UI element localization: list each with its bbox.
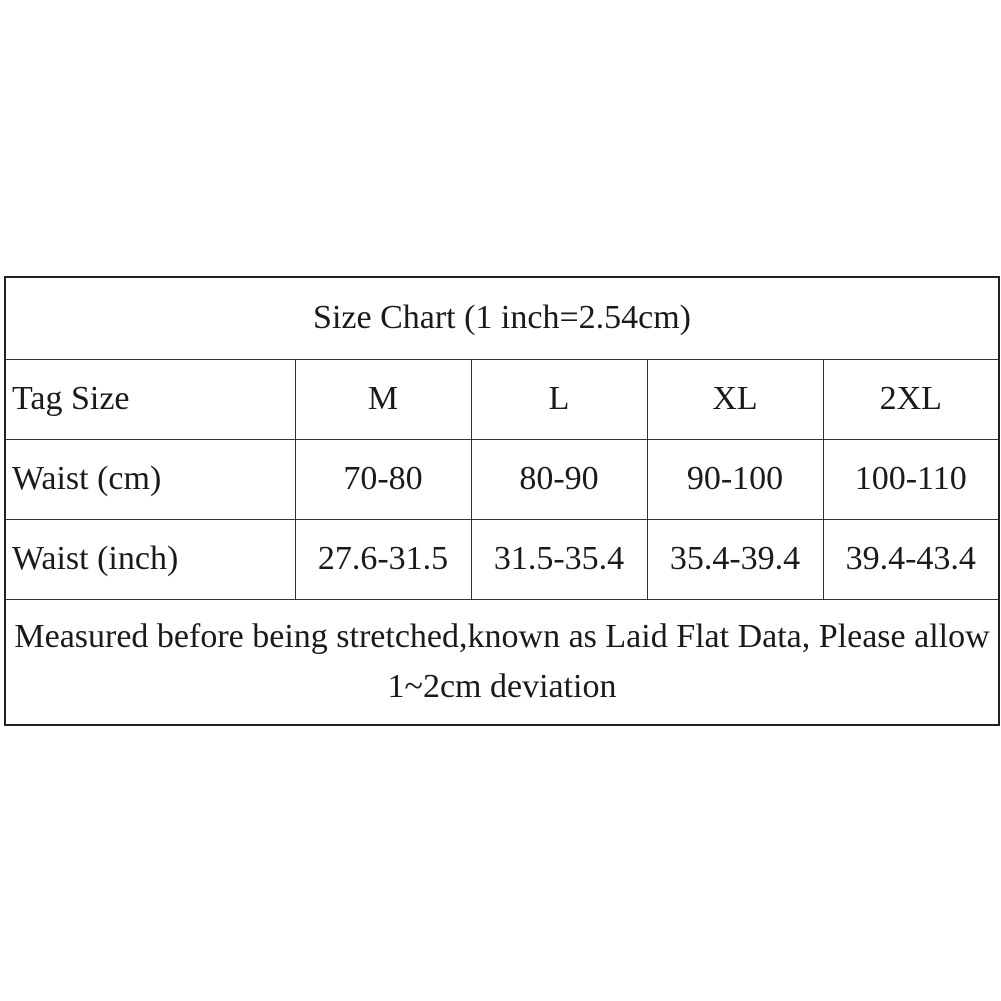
size-chart-table	[4, 276, 1000, 726]
table-title-row	[5, 277, 999, 359]
table-title: Size Chart (1 inch=2.54cm)	[5, 277, 999, 359]
table-cell: M	[295, 359, 471, 439]
table-cell: 35.4-39.4	[647, 519, 823, 599]
table-cell: 80-90	[471, 439, 647, 519]
table-cell: 39.4-43.4	[823, 519, 999, 599]
row-label: Tag Size	[5, 359, 295, 439]
table-row-tag-size	[5, 359, 999, 439]
table-note-row	[5, 599, 999, 725]
table-cell: 70-80	[295, 439, 471, 519]
table-cell: 31.5-35.4	[471, 519, 647, 599]
row-label: Waist (cm)	[5, 439, 295, 519]
table-row-waist-cm	[5, 439, 999, 519]
table-cell: 100-110	[823, 439, 999, 519]
table-cell: 27.6-31.5	[295, 519, 471, 599]
table-cell: 2XL	[823, 359, 999, 439]
measurement-note: Measured before being stretched,known as Laid Flat Data, Please allow 1~2cm deviation	[5, 599, 999, 725]
table-cell: L	[471, 359, 647, 439]
table-cell: 90-100	[647, 439, 823, 519]
table-row-waist-inch	[5, 519, 999, 599]
table-cell: XL	[647, 359, 823, 439]
row-label: Waist (inch)	[5, 519, 295, 599]
